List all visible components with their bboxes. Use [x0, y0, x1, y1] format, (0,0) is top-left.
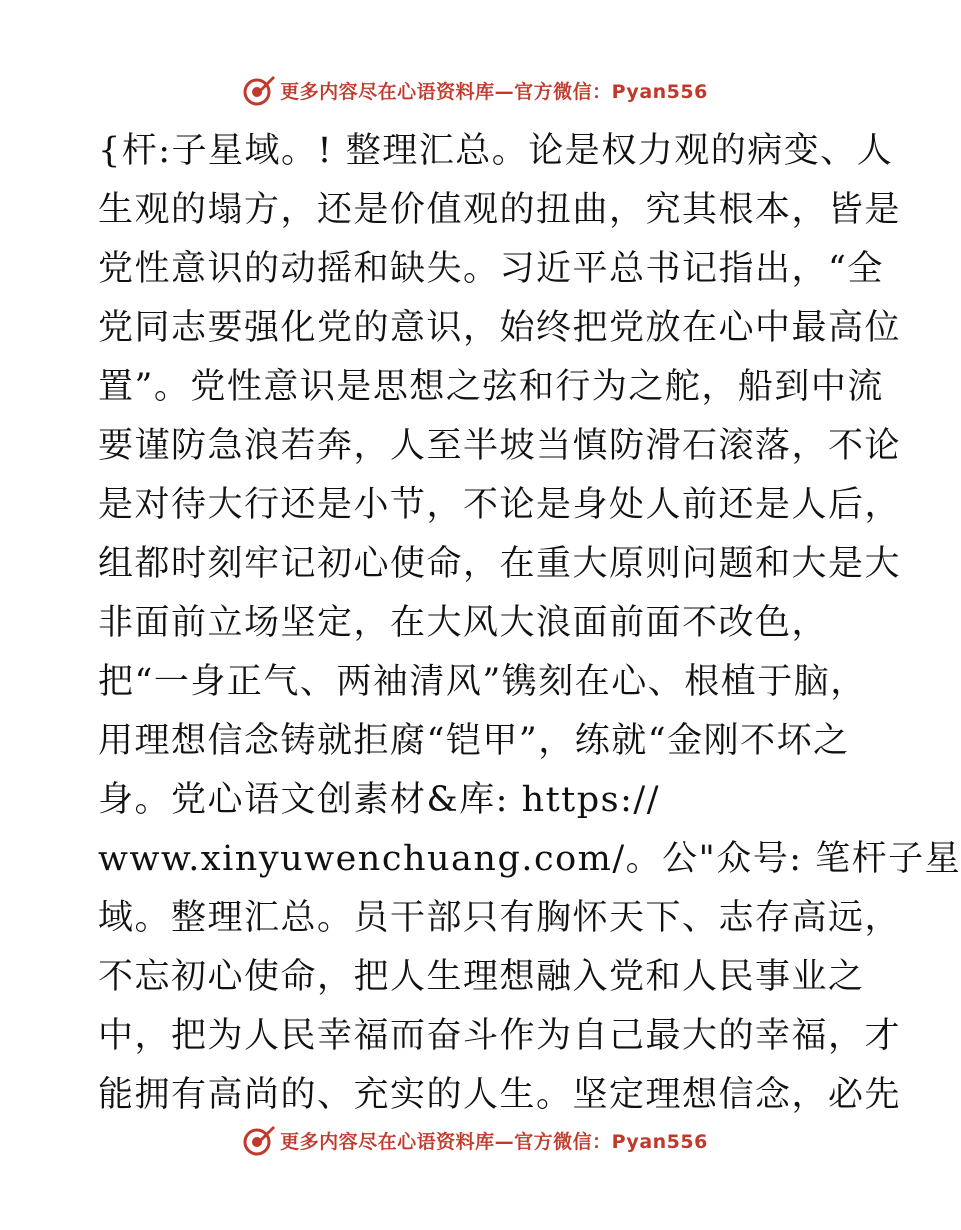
text-line: 把“一身正气、两袖清风”镌刻在心、根植于脑， — [98, 662, 867, 702]
text-line: 非面前立场坚定，在大风大浪面前面不改色， — [98, 603, 829, 643]
text-line: 不忘初心使命，把人生理想融入党和人民事业之 — [98, 957, 865, 997]
text-line: 是对待大行还是小节，不论是身处人前还是人后， — [98, 485, 902, 525]
footer-banner — [0, 1120, 950, 1160]
pen-logo-icon — [242, 73, 276, 107]
text-line: 用理想信念铸就拒腐“铠甲”，练就“金刚不坏之 — [98, 721, 850, 761]
footer-banner-text: 更多内容尽在心语资料库—官方微信：Pyan556 — [280, 1130, 708, 1153]
text-line: 身。党心语文创素材&库: https:// — [98, 780, 660, 820]
text-line: 党同志要强化党的意识，始终把党放在心中最高位 — [98, 308, 902, 348]
pen-logo-icon — [242, 1123, 276, 1157]
text-line: 置”。党性意识是思想之弦和行为之舵，船到中流 — [98, 367, 884, 407]
text-line: 要谨防急浪若奔，人至半坡当慎防滑石滚落，不论 — [98, 426, 902, 466]
header-banner — [0, 70, 950, 110]
text-line: 中，把为人民幸福而奋斗作为自己最大的幸福，才 — [98, 1016, 902, 1056]
text-line: 组都时刻牢记初心使命，在重大原则问题和大是大 — [98, 544, 902, 584]
text-line: 域。整理汇总。员干部只有胸怀天下、志存高远， — [98, 898, 902, 938]
text-line: 党性意识的动摇和缺失。习近平总书记指出，“全 — [98, 249, 884, 289]
text-line: 生观的塌方，还是价值观的扭曲，究其根本，皆是 — [98, 190, 902, 230]
text-line: www.xinyuwenchuang.com/。公"众号: 笔杆子星 — [98, 839, 961, 879]
header-banner-text: 更多内容尽在心语资料库—官方微信：Pyan556 — [280, 80, 708, 103]
text-line: 能拥有高尚的、充实的人生。坚定理想信念，必先 — [98, 1075, 902, 1115]
text-line: {杆:子星域。! 整理汇总。论是权力观的病变、人 — [98, 131, 894, 171]
document-body — [98, 122, 961, 1125]
